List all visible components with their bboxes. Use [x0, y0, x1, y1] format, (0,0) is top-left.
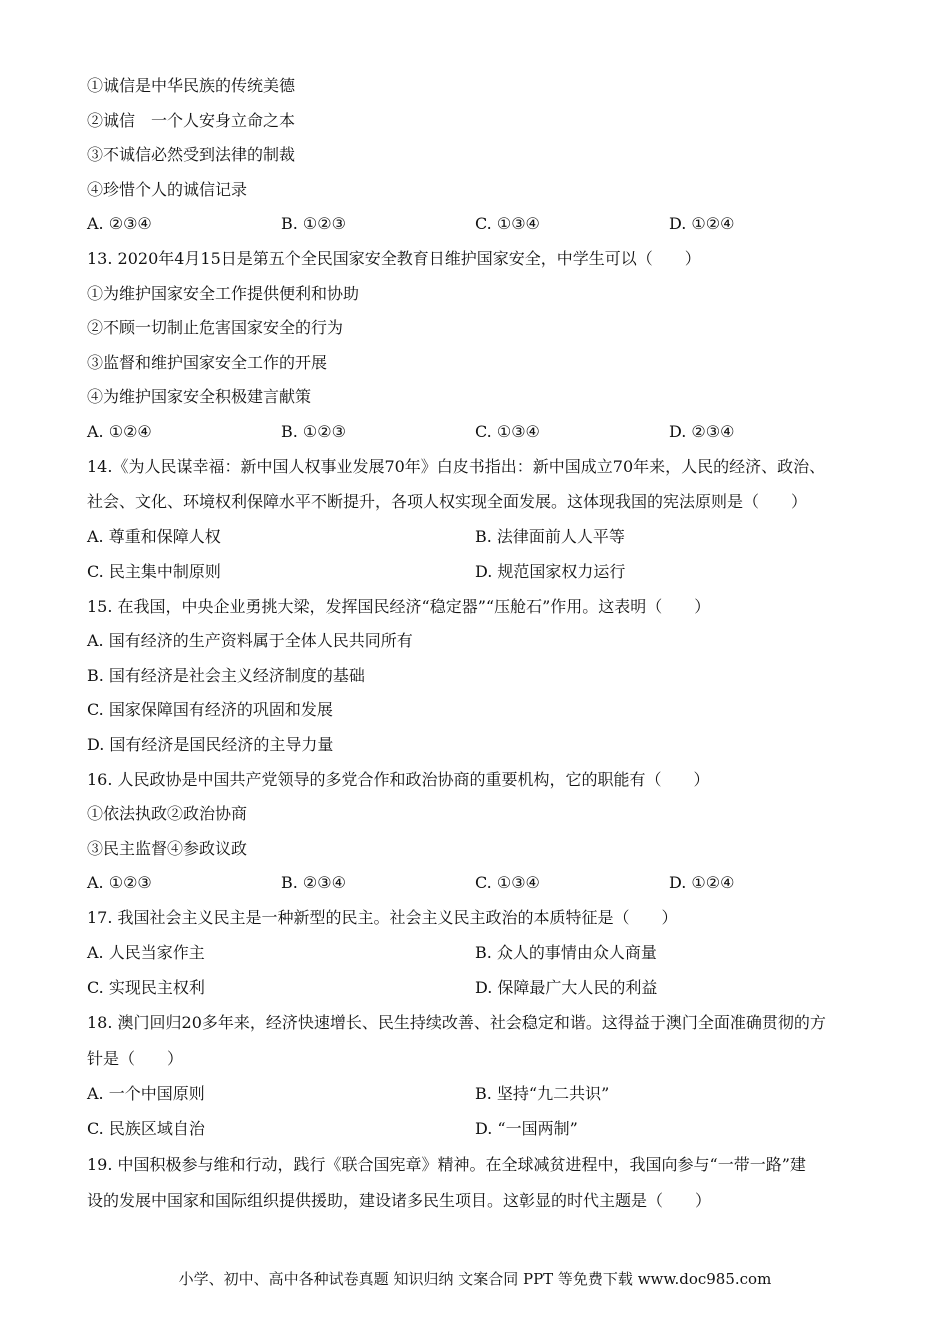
page-footer: 小学、初中、高中各种试卷真题 知识归纳 文案合同 PPT 等免费下载 www.doc985.com [178, 1270, 772, 1288]
q13-item-2: ②不顾一切制止危害国家安全的行为 [87, 318, 344, 337]
q16-option-a: A. ①②③ [87, 873, 152, 892]
q14-option-d: D. 规范国家权力运行 [475, 562, 626, 581]
q17-stem: 17. 我国社会主义民主是一种新型的民主。社会主义民主政治的本质特征是（ ） [87, 908, 678, 927]
q15-option-d: D. 国有经济是国民经济的主导力量 [87, 735, 334, 754]
q18-option-a: A. 一个中国原则 [87, 1084, 205, 1103]
q18-option-c: C. 民族区域自治 [87, 1119, 205, 1138]
q13-option-d: D. ②③④ [669, 422, 735, 441]
q14-option-b: B. 法律面前人人平等 [475, 527, 625, 546]
q15-option-c: C. 国家保障国有经济的巩固和发展 [87, 700, 333, 719]
q12-item-2: ②诚信 一个人安身立命之本 [87, 111, 296, 130]
q15-option-b: B. 国有经济是社会主义经济制度的基础 [87, 666, 365, 685]
q13-option-b: B. ①②③ [281, 422, 346, 441]
q18-option-d: D. “一国两制” [475, 1119, 578, 1138]
q13-stem: 13. 2020年4月15日是第五个全民国家安全教育日维护国家安全，中学生可以（ ） [87, 249, 701, 268]
q12-option-a: A. ②③④ [87, 214, 152, 233]
q16-item-2: ③民主监督④参政议政 [87, 839, 248, 858]
q16-stem: 16. 人民政协是中国共产党领导的多党合作和政治协商的重要机构，它的职能有（ ） [87, 770, 710, 789]
q17-option-c: C. 实现民主权利 [87, 978, 205, 997]
q14-stem-line-2: 社会、文化、环境权利保障水平不断提升，各项人权实现全面发展。这体现我国的宪法原则是（ ） [87, 492, 808, 511]
q13-item-1: ①为维护国家安全工作提供便利和协助 [87, 284, 360, 303]
q12-option-c: C. ①③④ [475, 214, 540, 233]
q13-item-4: ④为维护国家安全积极建言献策 [87, 387, 312, 406]
q17-option-d: D. 保障最广大人民的利益 [475, 978, 658, 997]
q12-option-d: D. ①②④ [669, 214, 735, 233]
q12-item-1: ①诚信是中华民族的传统美德 [87, 76, 296, 95]
q19-stem-line-1: 19. 中国积极参与维和行动，践行《联合国宪章》精神。在全球减贫进程中，我国向参与“一带一路”建 [87, 1155, 806, 1174]
q14-option-a: A. 尊重和保障人权 [87, 527, 221, 546]
q16-option-d: D. ①②④ [669, 873, 735, 892]
q16-item-1: ①依法执政②政治协商 [87, 804, 248, 823]
q17-option-a: A. 人民当家作主 [87, 943, 205, 962]
q15-option-a: A. 国有经济的生产资料属于全体人民共同所有 [87, 631, 413, 650]
q12-option-b: B. ①②③ [281, 214, 346, 233]
q19-stem-line-2: 设的发展中国家和国际组织提供援助，建设诸多民生项目。这彰显的时代主题是（ ） [87, 1191, 712, 1210]
q14-option-c: C. 民主集中制原则 [87, 562, 221, 581]
q18-stem-line-2: 针是（ ） [87, 1049, 184, 1068]
q16-option-c: C. ①③④ [475, 873, 540, 892]
q13-item-3: ③监督和维护国家安全工作的开展 [87, 353, 328, 372]
q18-option-b: B. 坚持“九二共识” [475, 1084, 610, 1103]
q16-option-b: B. ②③④ [281, 873, 346, 892]
q17-option-b: B. 众人的事情由众人商量 [475, 943, 657, 962]
q15-stem: 15. 在我国，中央企业勇挑大梁，发挥国民经济“稳定器”“压舱石”作用。这表明（ ） [87, 597, 711, 616]
q12-item-3: ③不诚信必然受到法律的制裁 [87, 145, 296, 164]
q13-option-c: C. ①③④ [475, 422, 540, 441]
q12-item-4: ④珍惜个人的诚信记录 [87, 180, 248, 199]
q13-option-a: A. ①②④ [87, 422, 152, 441]
q14-stem-line-1: 14.《为人民谋幸福：新中国人权事业发展70年》白皮书指出：新中国成立70年来，人民的经济、政治、 [87, 457, 826, 476]
q18-stem-line-1: 18. 澳门回归20多年来，经济快速增长、民生持续改善、社会稳定和谐。这得益于澳门全面准确贯彻的方 [87, 1013, 826, 1032]
